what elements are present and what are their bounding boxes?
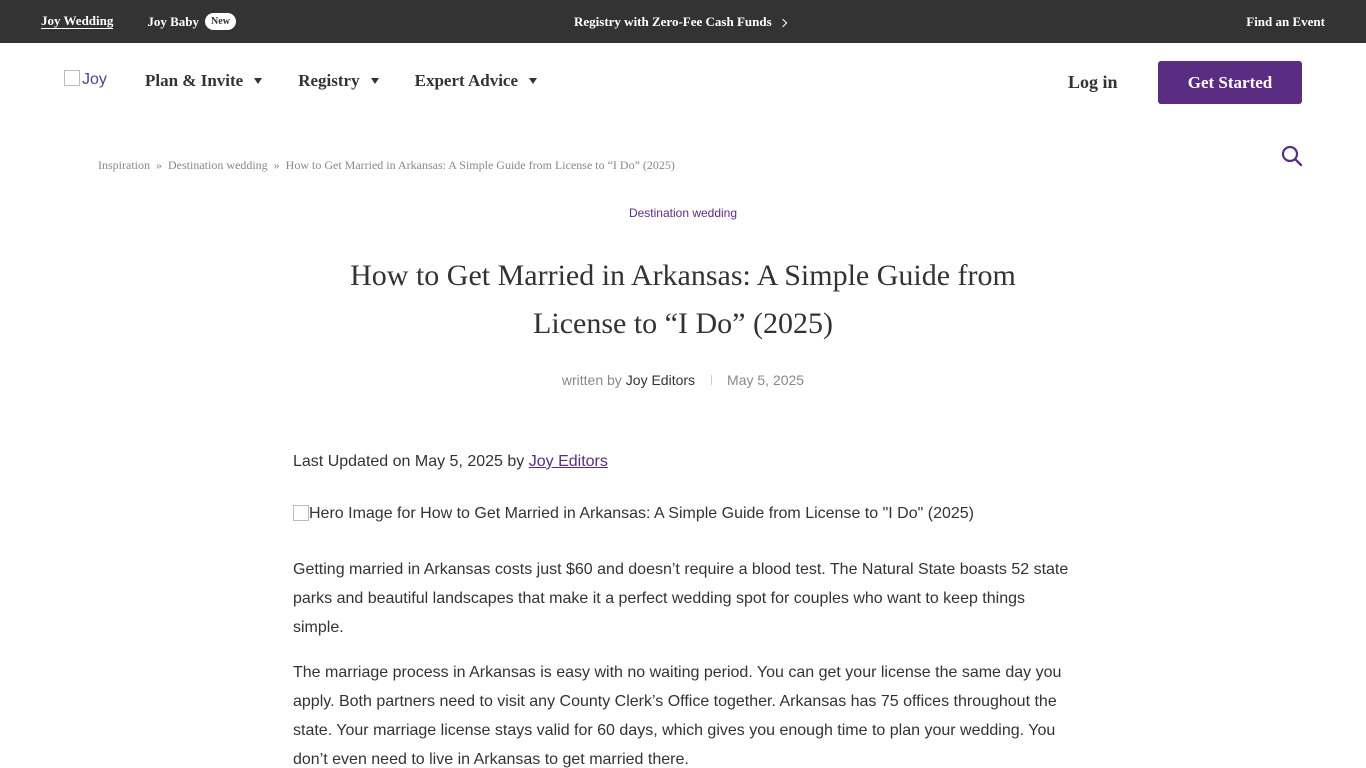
search-icon bbox=[1280, 144, 1304, 168]
last-updated-prefix: Last Updated on May 5, 2025 by bbox=[293, 453, 525, 470]
breadcrumb bbox=[98, 158, 675, 173]
nav-plan-invite[interactable] bbox=[145, 71, 262, 91]
nav-expert-advice-label: Expert Advice bbox=[414, 71, 519, 90]
logo-alt-text: Joy bbox=[82, 71, 107, 88]
author-link[interactable]: Joy Editors bbox=[625, 372, 696, 388]
joy-wedding-link[interactable]: Joy Wedding bbox=[41, 13, 114, 28]
registry-promo-label: Registry with Zero-Fee Cash Funds bbox=[574, 13, 772, 29]
topbar-brands bbox=[41, 0, 236, 43]
article-title: How to Get Married in Arkansas: A Simple Guide from License to “I Do” (2025) bbox=[350, 259, 1016, 340]
breadcrumb-separator: » bbox=[156, 158, 162, 172]
article-category[interactable]: Destination wedding bbox=[628, 206, 738, 220]
publish-date: May 5, 2025 bbox=[727, 372, 805, 388]
find-event-label: Find an Event bbox=[1246, 13, 1325, 29]
breadcrumb-current: How to Get Married in Arkansas: A Simple Guide from License to “I Do” (2025) bbox=[285, 158, 675, 172]
breadcrumb-destination-wedding[interactable]: Destination wedding bbox=[168, 158, 268, 172]
joy-baby-label: Joy Baby bbox=[147, 13, 200, 29]
top-announcement-bar bbox=[0, 0, 1366, 43]
registry-promo-link[interactable] bbox=[574, 0, 786, 43]
nav-expert-advice[interactable] bbox=[415, 71, 537, 91]
joy-logo[interactable] bbox=[64, 71, 107, 89]
login-link[interactable]: Log in bbox=[1068, 72, 1118, 92]
caret-down-icon bbox=[254, 78, 262, 84]
article-meta bbox=[0, 372, 1366, 388]
updated-author-link[interactable]: Joy Editors bbox=[528, 453, 608, 470]
hero-image bbox=[293, 504, 1083, 524]
joy-baby-link[interactable] bbox=[147, 13, 236, 30]
broken-image-icon bbox=[64, 70, 80, 86]
hero-image-alt: Hero Image for How to Get Married in Arkansas: A Simple Guide from License to "I Do" (2025) bbox=[309, 505, 974, 522]
written-by-prefix: written by bbox=[561, 372, 622, 388]
article-body bbox=[293, 451, 1083, 768]
caret-down-icon bbox=[529, 78, 537, 84]
nav-registry[interactable] bbox=[298, 71, 378, 91]
get-started-button[interactable]: Get Started bbox=[1158, 61, 1302, 104]
site-header bbox=[0, 43, 1366, 123]
breadcrumb-inspiration[interactable]: Inspiration bbox=[98, 158, 150, 172]
article-paragraph: The marriage process in Arkansas is easy with no waiting period. You can get your license the same day you apply. Both partners need to visit any County Clerk’s Office together. Arkansas has 75 offices throughout the state. Your marriage license stays valid for 60 days, which gives you enough time to plan your wedding. You don’t even need to live in Arkansas to get married there. bbox=[293, 664, 1062, 768]
chevron-right-icon bbox=[778, 18, 786, 26]
caret-down-icon bbox=[371, 78, 379, 84]
find-event-link[interactable] bbox=[1246, 0, 1325, 43]
breadcrumb-separator: » bbox=[273, 158, 280, 172]
broken-image-icon bbox=[293, 505, 309, 521]
meta-divider bbox=[711, 375, 712, 385]
new-badge: New bbox=[205, 13, 236, 30]
nav-registry-label: Registry bbox=[298, 71, 360, 90]
last-updated bbox=[293, 451, 1083, 473]
article-paragraph: Getting married in Arkansas costs just $60 and doesn’t require a blood test. The Natural State boasts 52 state parks and beautiful landscapes that make it a perfect wedding spot for couples who want to keep things simple. bbox=[293, 561, 1069, 636]
search-button[interactable] bbox=[1280, 144, 1304, 168]
main-nav bbox=[145, 71, 537, 91]
nav-plan-invite-label: Plan & Invite bbox=[145, 71, 244, 90]
